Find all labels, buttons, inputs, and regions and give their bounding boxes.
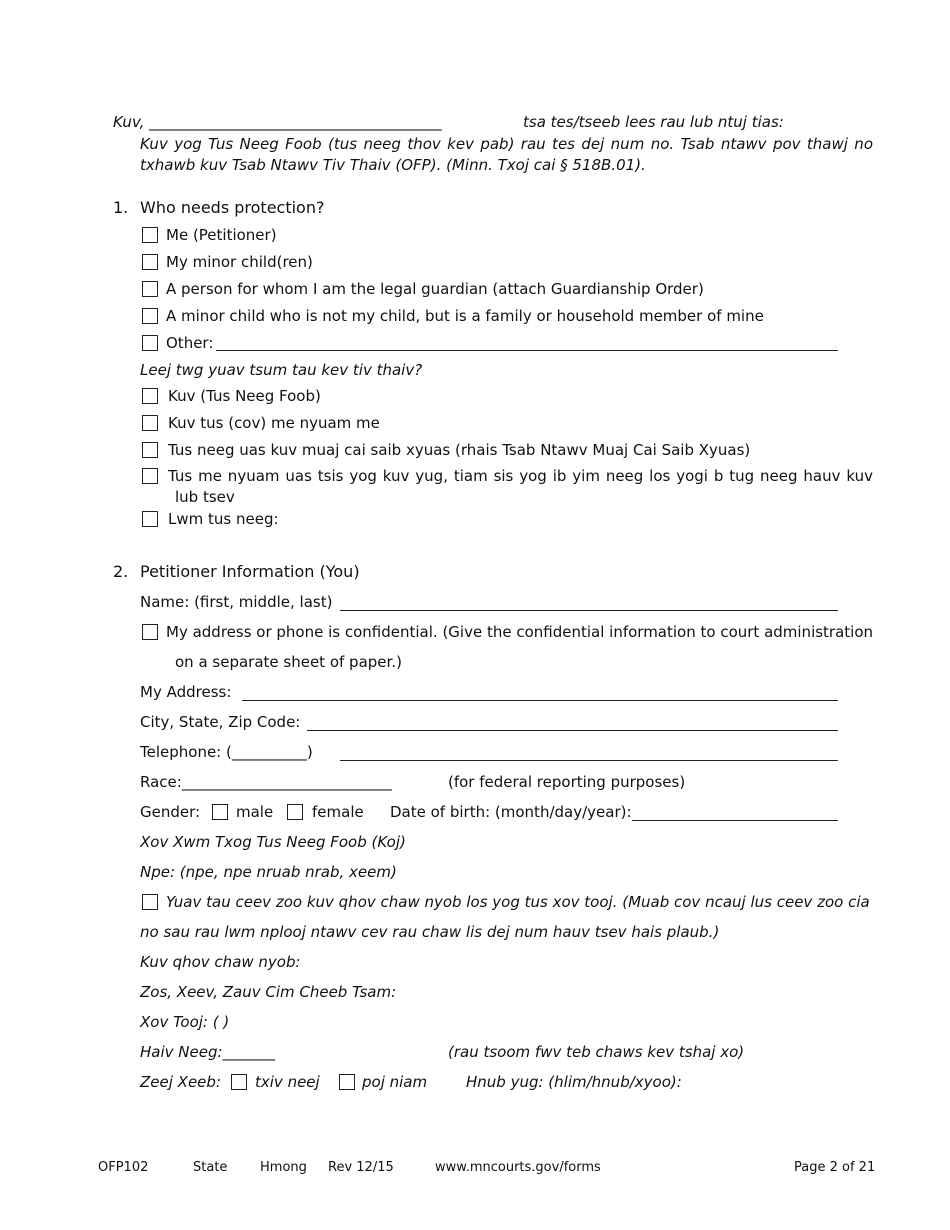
name-input-line[interactable] <box>340 610 838 611</box>
checkbox-guardian[interactable] <box>142 281 158 297</box>
address-input-line[interactable] <box>242 700 838 701</box>
option-guardian-label: A person for whom I am the legal guardian (attach Guardianship Order) <box>166 280 704 298</box>
option-hm-household-cont: lub tsev <box>175 488 235 506</box>
section2-title: Petitioner Information (You) <box>140 562 360 581</box>
checkbox-minor-children[interactable] <box>142 254 158 270</box>
hm-confidential-line1: Yuav tau ceev zoo kuv qhov chaw nyob los yog tus xov tooj. (Muab cov ncauj lus ceev zoo cia <box>166 893 870 911</box>
name-label: Name: (first, middle, last) <box>140 593 333 611</box>
checkbox-confidential[interactable] <box>142 624 158 640</box>
checkbox-household-child[interactable] <box>142 308 158 324</box>
section2-number: 2. <box>113 562 129 581</box>
option-other-label: Other: <box>166 334 214 352</box>
hm-male-label: txiv neej <box>255 1073 320 1091</box>
phone-label: Telephone: (__________) <box>140 743 313 761</box>
checkbox-me[interactable] <box>142 227 158 243</box>
male-label: male <box>236 803 274 821</box>
city-label: City, State, Zip Code: <box>140 713 301 731</box>
section1-number: 1. <box>113 198 129 217</box>
female-label: female <box>312 803 364 821</box>
race-label: Race:____________________________ <box>140 773 392 791</box>
hm-dob-label: Hnub yug: (hlim/hnub/xyoo): <box>466 1073 682 1091</box>
phone-input-line[interactable] <box>340 760 838 761</box>
option-hm-other-label: Lwm tus neeg: <box>168 510 279 528</box>
hm-address-label: Kuv qhov chaw nyob: <box>140 953 301 971</box>
hm-city-label: Zos, Xeev, Zauv Cim Cheeb Tsam: <box>140 983 397 1001</box>
footer-form-id: OFP102 <box>98 1160 149 1175</box>
confidential-line1: My address or phone is confidential. (Give the confidential information to court administration <box>166 623 874 641</box>
footer-revision: Rev 12/15 <box>328 1160 394 1175</box>
option-hm-guardian-label: Tus neeg uas kuv muaj cai saib xyuas (rhais Tsab Ntawv Muaj Cai Saib Xyuas) <box>168 441 751 459</box>
checkbox-hm-me[interactable] <box>142 388 158 404</box>
intro-line1-prefix: Kuv, _______________________________________ <box>113 113 442 131</box>
hm-race-label: Haiv Neeg:_______ <box>140 1043 276 1061</box>
question-hm: Leej twg yuav tsum tau kev tiv thaiv? <box>140 361 423 379</box>
city-input-line[interactable] <box>307 730 838 731</box>
option-hm-children-label: Kuv tus (cov) me nyuam me <box>168 414 380 432</box>
dob-input-line[interactable] <box>632 820 838 821</box>
gender-label: Gender: <box>140 803 201 821</box>
checkbox-hm-guardian[interactable] <box>142 442 158 458</box>
checkbox-other[interactable] <box>142 335 158 351</box>
checkbox-male[interactable] <box>212 804 228 820</box>
footer-state: State <box>193 1160 228 1175</box>
checkbox-hm-household[interactable] <box>142 468 158 484</box>
hm-race-note: (rau tsoom fwv teb chaws kev tshaj xo) <box>448 1043 745 1061</box>
option-hm-me-label: Kuv (Tus Neeg Foob) <box>168 387 321 405</box>
hm-gender-label: Zeej Xeeb: <box>140 1073 221 1091</box>
checkbox-female[interactable] <box>287 804 303 820</box>
option-hm-household-label: Tus me nyuam uas tsis yog kuv yug, tiam sis yog ib yim neeg los yogi b tug neeg hauv kuv <box>168 467 873 485</box>
checkbox-hm-children[interactable] <box>142 415 158 431</box>
hm-confidential-line2: no sau rau lwm nplooj ntawv cev rau chaw lis dej num hauv tsev hais plaub.) <box>140 923 720 941</box>
checkbox-hm-confidential[interactable] <box>142 894 158 910</box>
address-label: My Address: <box>140 683 232 701</box>
confidential-line2: on a separate sheet of paper.) <box>175 653 402 671</box>
footer-page-number: Page 2 of 21 <box>794 1160 876 1175</box>
footer-url[interactable]: www.mncourts.gov/forms <box>435 1160 601 1175</box>
checkbox-hm-female[interactable] <box>339 1074 355 1090</box>
section1-title: Who needs protection? <box>140 198 325 217</box>
option-minor-children-label: My minor child(ren) <box>166 253 313 271</box>
hm-section-title: Xov Xwm Txog Tus Neeg Foob (Koj) <box>140 833 406 851</box>
intro-line2: Kuv yog Tus Neeg Foob (tus neeg thov kev pab) rau tes dej num no. Tsab ntawv pov thawj no <box>140 135 873 153</box>
race-note: (for federal reporting purposes) <box>448 773 686 791</box>
footer-language: Hmong <box>260 1160 307 1175</box>
intro-line1-suffix: tsa tes/tseeb lees rau lub ntuj tias: <box>523 113 784 131</box>
checkbox-hm-other[interactable] <box>142 511 158 527</box>
hm-name-label: Npe: (npe, npe nruab nrab, xeem) <box>140 863 397 881</box>
option-household-child-label: A minor child who is not my child, but is a family or household member of mine <box>166 307 764 325</box>
intro-line3: txhawb kuv Tsab Ntawv Tiv Thaiv (OFP). (Minn. Txoj cai § 518B.01). <box>140 156 646 174</box>
dob-label: Date of birth: (month/day/year): <box>390 803 632 821</box>
checkbox-hm-male[interactable] <box>231 1074 247 1090</box>
hm-phone-label: Xov Tooj: ( ) <box>140 1013 230 1031</box>
option-me-label: Me (Petitioner) <box>166 226 277 244</box>
other-input-line[interactable] <box>216 350 838 351</box>
hm-female-label: poj niam <box>362 1073 428 1091</box>
